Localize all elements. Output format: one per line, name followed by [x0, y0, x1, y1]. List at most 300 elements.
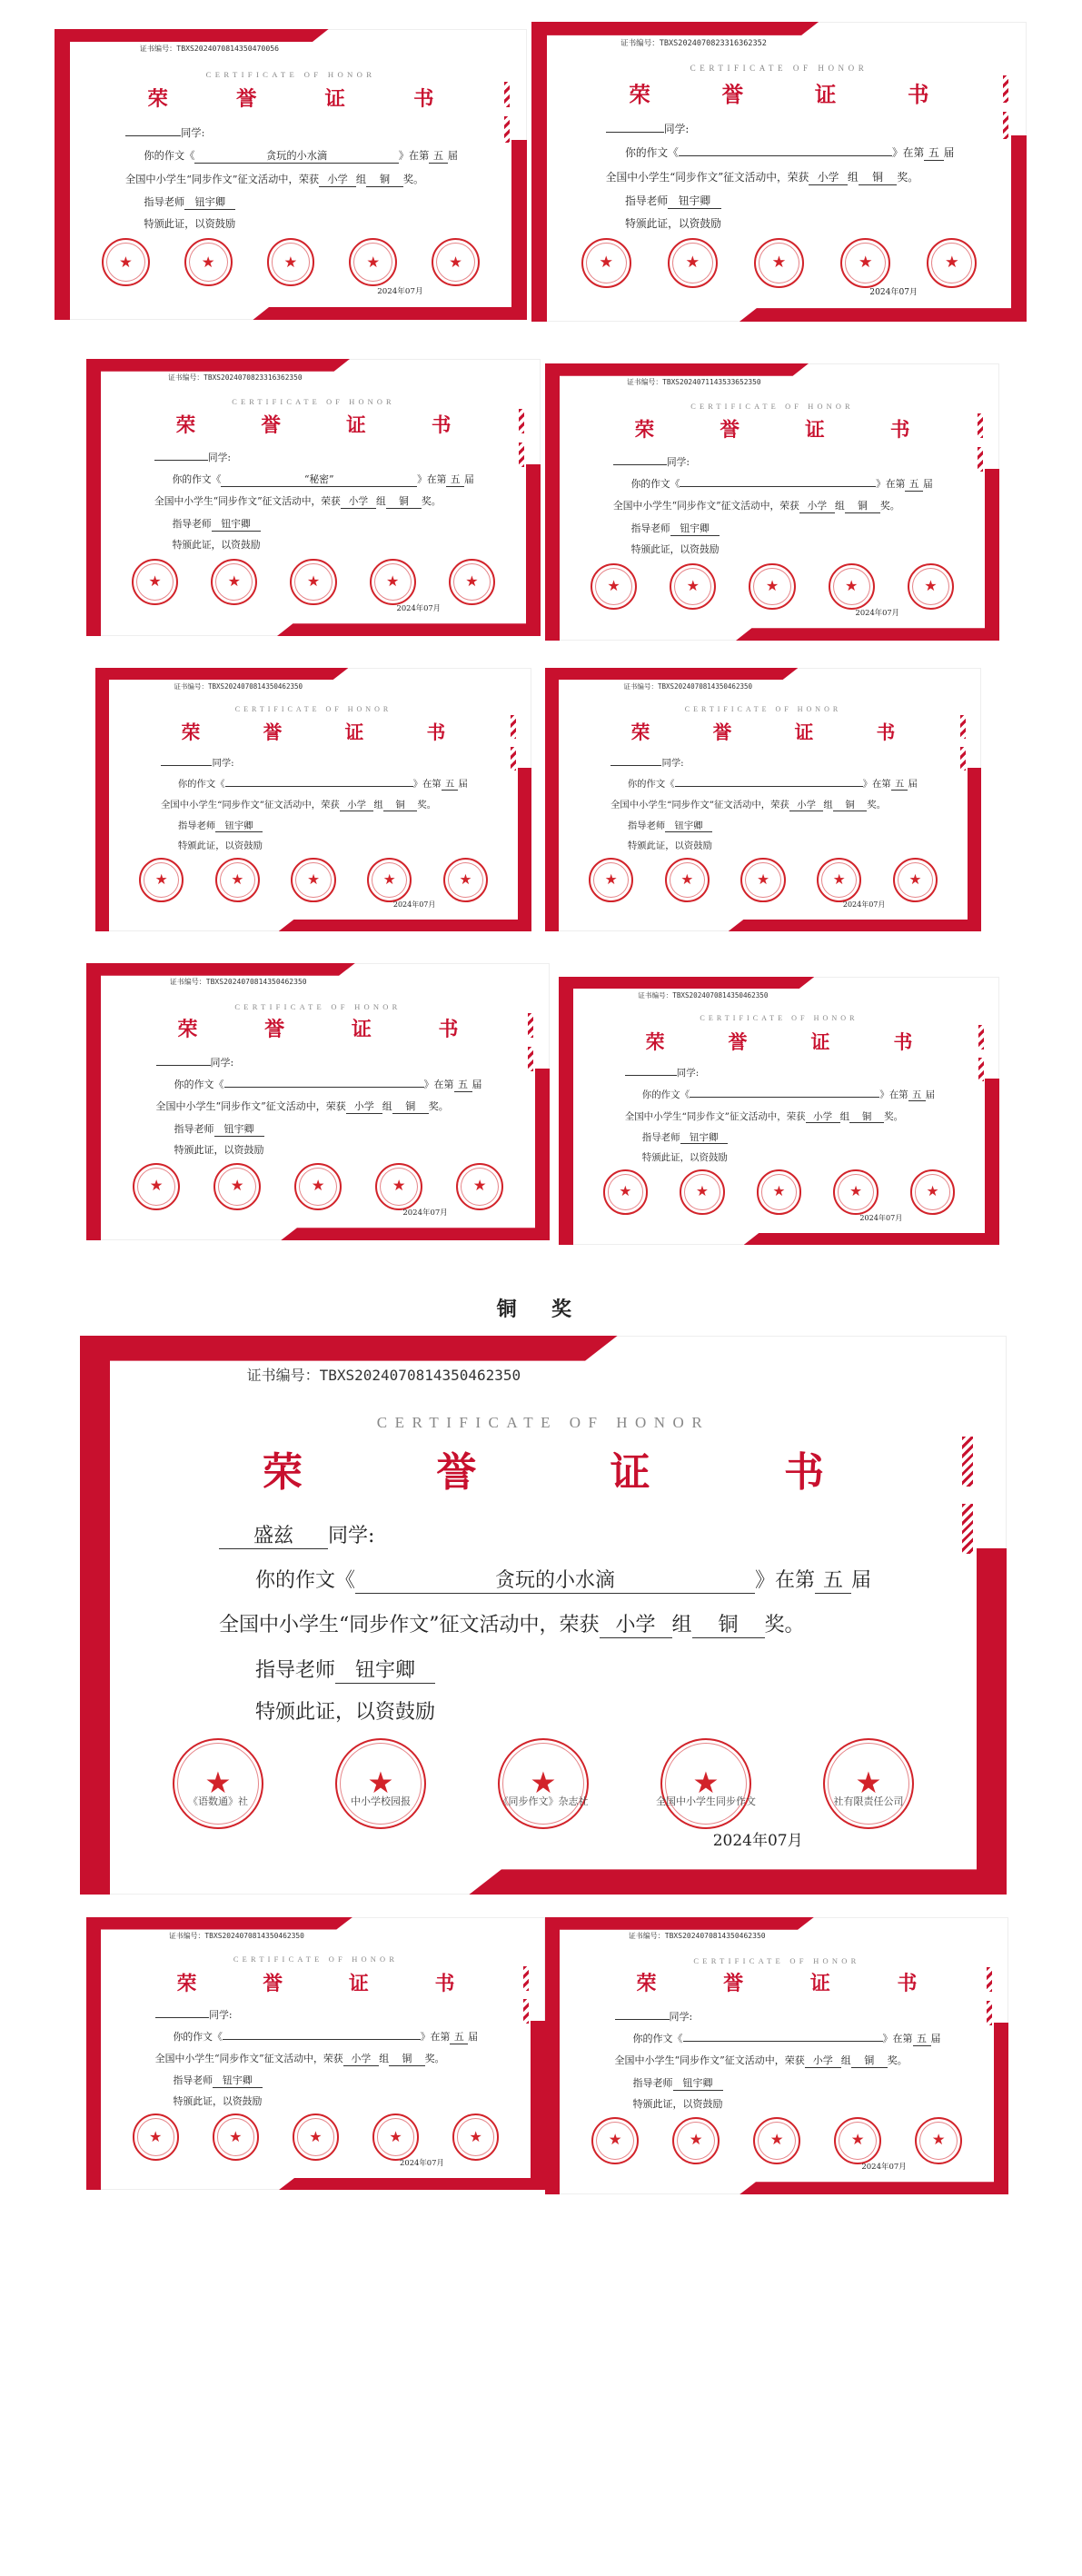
- group-value: 小学: [799, 499, 835, 513]
- group-suffix: 组: [382, 1100, 392, 1113]
- essay-line: [625, 144, 954, 161]
- seal-caption: 中小学校园报: [351, 1796, 411, 1808]
- official-seal: [840, 238, 890, 288]
- student-name: [613, 464, 667, 465]
- session-number: 五: [450, 2029, 468, 2044]
- session-number: 五: [913, 2031, 931, 2046]
- student-name: [125, 135, 181, 136]
- official-seal: [367, 858, 412, 902]
- award-prefix: 全国中小学生“同步作文”征文活动中，荣获: [219, 1614, 600, 1637]
- essay-prefix: 你的作文《: [255, 1569, 356, 1593]
- star-icon: ★: [148, 572, 162, 591]
- star-icon: ★: [119, 253, 133, 271]
- star-icon: ★: [849, 1183, 863, 1200]
- seal-row: [173, 1738, 914, 1829]
- star-icon: ★: [850, 2131, 865, 2149]
- teacher-line: [174, 2073, 263, 2088]
- student-name: [606, 132, 664, 133]
- certificate-number-value: TBXS2024070823316362350: [203, 373, 303, 383]
- official-seal: [656, 1738, 756, 1829]
- award-prefix: 全国中小学生“同步作文”征文活动中，荣获: [613, 500, 799, 512]
- star-icon: ★: [685, 253, 700, 272]
- issue-date: 2024年07月: [869, 288, 918, 298]
- certificate-number-value: TBXS2024070814350462350: [319, 1366, 521, 1384]
- official-seal: [670, 563, 716, 610]
- student-suffix: 同学:: [209, 2009, 233, 2021]
- essay-suffix: 届: [472, 1079, 482, 1091]
- essay-title: “秘密”: [221, 472, 417, 487]
- certificate-thumbnail: [55, 29, 527, 320]
- closing-text: 特颁此证，以资鼓励: [627, 840, 712, 852]
- certificate-thumbnail: [95, 668, 531, 931]
- award-suffix: 奖。: [879, 500, 900, 512]
- red-border-right: [994, 2023, 1008, 2194]
- award-prefix: 全国中小学生“同步作文”征文活动中，荣获: [154, 495, 341, 508]
- english-title: CERTIFICATE OF HONOR: [205, 69, 376, 79]
- red-border-right: [985, 469, 999, 641]
- session-number: 五: [924, 144, 943, 161]
- student-line: [219, 1520, 374, 1549]
- seal-row: [132, 559, 495, 605]
- official-seal: [668, 238, 718, 288]
- teacher-name: 钮宇卿: [668, 193, 721, 209]
- official-seal: [102, 238, 150, 286]
- seal-row: [133, 1163, 503, 1210]
- star-icon: ★: [306, 572, 321, 591]
- official-seal: [290, 559, 336, 605]
- certificate-thumbnail: [86, 963, 550, 1240]
- award-suffix: 奖。: [417, 800, 437, 811]
- closing-text: 特颁此证，以资鼓励: [144, 218, 236, 231]
- red-border-top: [95, 668, 348, 680]
- english-title: CERTIFICATE OF HONOR: [693, 1955, 860, 1965]
- essay-mid: 》在第: [412, 778, 442, 790]
- certificate-thumbnail: [545, 1917, 1008, 2194]
- diagonal-stripe-decoration: [523, 1999, 529, 2024]
- official-seal: [753, 2117, 800, 2164]
- red-border-top: [559, 977, 814, 989]
- red-border-right: [1011, 135, 1027, 322]
- essay-mid: 》在第: [882, 2033, 913, 2045]
- teacher-label: 指导老师: [172, 517, 212, 530]
- official-seal: [291, 858, 335, 902]
- essay-line: [174, 2029, 479, 2044]
- award-prefix: 全国中小学生“同步作文”征文活动中，荣获: [154, 2053, 343, 2064]
- essay-title: [223, 2039, 421, 2040]
- certificate-number-value: TBXS2024070823316362352: [659, 38, 767, 48]
- essay-title: [690, 1097, 879, 1098]
- essay-suffix: 届: [458, 778, 468, 790]
- official-seal: [910, 1169, 956, 1215]
- award-suffix: 奖。: [867, 800, 887, 811]
- star-icon: ★: [382, 870, 396, 888]
- award-suffix: 奖。: [887, 2054, 908, 2067]
- seal-caption: 社有限责任公司: [833, 1796, 904, 1808]
- official-seal: [432, 238, 480, 286]
- certificate-number: [247, 1364, 521, 1385]
- official-seal: [823, 1738, 914, 1829]
- red-border-bottom: [740, 308, 1027, 322]
- star-icon: ★: [367, 1765, 394, 1801]
- essay-suffix: 届: [463, 473, 474, 486]
- star-icon: ★: [680, 870, 694, 888]
- group-value: 小学: [319, 172, 356, 187]
- certificate-number-value: TBXS2024070814350462350: [204, 1932, 304, 1940]
- star-icon: ★: [465, 572, 479, 591]
- group-suffix: 组: [840, 2054, 851, 2067]
- session-number: 五: [908, 1087, 926, 1101]
- certificate-thumbnail: [86, 1917, 545, 2190]
- official-seal: [293, 2114, 340, 2161]
- certificate-number: [169, 1931, 304, 1941]
- student-line: [161, 755, 234, 769]
- official-seal: [893, 858, 938, 902]
- certificate-number: [627, 377, 761, 387]
- essay-mid: 》在第: [423, 1079, 454, 1091]
- official-seal: [370, 559, 416, 605]
- red-border-bottom: [729, 920, 981, 931]
- award-line: [613, 499, 900, 513]
- english-title: CERTIFICATE OF HONOR: [690, 402, 854, 411]
- official-seal: [591, 563, 637, 610]
- group-suffix: 组: [839, 1110, 850, 1122]
- star-icon: ★: [692, 1765, 720, 1801]
- official-seal: [833, 1169, 879, 1215]
- official-seal: [740, 858, 785, 902]
- certificate-number: [623, 681, 752, 691]
- certificate-number-value: TBXS2024070814350462350: [657, 681, 753, 691]
- teacher-label: 指导老师: [174, 1122, 214, 1135]
- official-seal: [927, 238, 977, 288]
- certificate-title: 荣 誉 证 书: [177, 1018, 489, 1042]
- essay-mid: 》在第: [876, 478, 906, 491]
- essay-title: [680, 486, 876, 487]
- seal-row: [102, 238, 480, 286]
- essay-mid: 》在第: [420, 2031, 451, 2043]
- star-icon: ★: [945, 253, 959, 272]
- award-line: [625, 1109, 903, 1123]
- star-icon: ★: [771, 253, 787, 272]
- certificate-number-value: TBXS2024070814350462350: [672, 990, 769, 1000]
- essay-line: [642, 1087, 935, 1101]
- red-border-top: [531, 22, 819, 35]
- teacher-line: [633, 2075, 723, 2091]
- red-border-bottom: [277, 623, 541, 636]
- student-line: [154, 451, 231, 464]
- star-icon: ★: [924, 577, 938, 595]
- award-value: 铜: [849, 1109, 884, 1123]
- teacher-name: 钮宇卿: [213, 2073, 262, 2088]
- closing-text: 特颁此证，以资鼓励: [172, 538, 261, 551]
- certificate-title: 荣 誉 证 书: [636, 1972, 948, 1996]
- star-icon: ★: [686, 577, 700, 595]
- seal-row: [133, 2114, 500, 2161]
- diagonal-stripe-decoration: [962, 1504, 973, 1554]
- official-seal: [443, 858, 488, 902]
- group-value: 小学: [806, 1109, 840, 1123]
- group-value: 小学: [341, 494, 376, 509]
- teacher-name: 钮宇卿: [214, 1121, 264, 1137]
- teacher-label: 指导老师: [632, 2076, 673, 2089]
- red-border-right: [535, 1069, 550, 1240]
- diagonal-stripe-decoration: [1003, 112, 1009, 139]
- red-border-bottom: [736, 628, 999, 641]
- student-name: [625, 1075, 677, 1076]
- essay-line: [144, 148, 458, 164]
- teacher-label: 指导老师: [177, 821, 216, 832]
- red-border-bottom: [253, 307, 527, 320]
- official-seal: [817, 858, 861, 902]
- official-seal: [267, 238, 315, 286]
- certificate-large: [80, 1336, 1007, 1895]
- closing-text: 特颁此证，以资鼓励: [632, 2097, 723, 2110]
- official-seal: [452, 2114, 500, 2161]
- student-name: [615, 2019, 670, 2020]
- award-line: [125, 172, 423, 187]
- essay-title: 贪玩的小水滴: [194, 148, 398, 164]
- official-seal: [213, 1163, 261, 1210]
- group-suffix: 组: [373, 800, 383, 811]
- official-seal: [665, 858, 710, 902]
- star-icon: ★: [765, 577, 779, 595]
- award-prefix: 全国中小学生“同步作文”征文活动中，荣获: [610, 800, 789, 811]
- group-suffix: 组: [848, 170, 859, 184]
- student-suffix: 同学:: [669, 2010, 693, 2023]
- essay-line: [255, 1565, 871, 1594]
- star-icon: ★: [855, 1765, 882, 1801]
- issue-date: 2024年07月: [396, 603, 441, 613]
- issue-date: 2024年07月: [861, 2163, 907, 2173]
- seal-caption: 全国中小学生同步作文: [656, 1796, 756, 1808]
- student-suffix: 同学:: [207, 451, 231, 463]
- closing-text: 特颁此证，以资鼓励: [630, 542, 720, 555]
- teacher-line: [628, 818, 712, 832]
- star-icon: ★: [307, 870, 320, 888]
- teacher-name: 钮宇卿: [665, 818, 712, 832]
- issue-date: 2024年07月: [842, 900, 886, 910]
- certificate-number-label: 证书编号：: [246, 1366, 320, 1384]
- official-seal: [834, 2117, 881, 2164]
- star-icon: ★: [845, 577, 859, 595]
- essay-line: [173, 472, 474, 487]
- diagonal-stripe-decoration: [987, 2001, 992, 2025]
- diagonal-stripe-decoration: [978, 447, 983, 472]
- group-suffix: 组: [823, 800, 833, 811]
- essay-prefix: 你的作文《: [625, 146, 679, 160]
- star-icon: ★: [472, 1177, 487, 1195]
- certificate-title: 荣 誉 证 书: [175, 414, 481, 438]
- session-number: 五: [454, 1077, 472, 1092]
- official-seal: [589, 858, 633, 902]
- official-seal: [591, 2117, 639, 2164]
- teacher-label: 指导老师: [255, 1658, 336, 1682]
- group-suffix: 组: [376, 495, 386, 508]
- english-title: CERTIFICATE OF HONOR: [690, 64, 869, 74]
- official-seal: [908, 563, 954, 610]
- award-line: [610, 797, 886, 811]
- official-seal: [349, 238, 397, 286]
- official-seal: [456, 1163, 503, 1210]
- certificate-number-label: 证书编号：: [139, 44, 177, 53]
- teacher-label: 指导老师: [641, 1132, 680, 1144]
- award-value: 铜: [692, 1609, 765, 1638]
- certificate-number-value: TBXS2024070814350462350: [207, 681, 303, 691]
- student-suffix: 同学:: [181, 126, 205, 139]
- student-name: [610, 765, 661, 766]
- session-number: 五: [891, 776, 908, 791]
- star-icon: ★: [231, 870, 244, 888]
- essay-mid: 》在第: [879, 1089, 908, 1100]
- award-prefix: 全国中小学生“同步作文”征文活动中，荣获: [605, 170, 809, 184]
- essay-suffix: 届: [908, 778, 918, 790]
- certificate-number: [140, 44, 279, 54]
- certificate-number-label: 证书编号：: [638, 990, 673, 1000]
- essay-prefix: 你的作文《: [144, 150, 195, 163]
- essay-suffix: 届: [943, 146, 955, 160]
- student-suffix: 同学:: [212, 757, 234, 769]
- essay-suffix: 届: [447, 150, 458, 163]
- official-seal: [215, 858, 260, 902]
- certificate-title: 荣 誉 证 书: [634, 419, 939, 443]
- official-seal: [498, 1738, 589, 1829]
- award-value: 铜: [366, 172, 403, 187]
- star-icon: ★: [908, 870, 922, 888]
- certificate-number-value: TBXS2024071143533652350: [662, 378, 761, 387]
- issue-date: 2024年07月: [712, 1832, 803, 1851]
- star-icon: ★: [392, 1177, 406, 1195]
- star-icon: ★: [619, 1183, 632, 1200]
- teacher-line: [144, 194, 235, 210]
- certificate-thumbnail: [531, 22, 1027, 322]
- red-border-top: [80, 1336, 618, 1361]
- award-suffix: 奖。: [764, 1614, 805, 1637]
- certificate-title: 荣 誉 证 书: [263, 1448, 884, 1496]
- red-border-bottom: [281, 1228, 550, 1240]
- certificate-number-label: 证书编号：: [168, 1932, 205, 1940]
- issue-date: 2024年07月: [402, 1208, 448, 1218]
- award-value: 铜: [859, 169, 898, 185]
- diagonal-stripe-decoration: [504, 116, 510, 143]
- red-border-bottom: [279, 920, 531, 931]
- star-icon: ★: [366, 253, 381, 271]
- red-border-top: [545, 1917, 814, 1930]
- award-line: [154, 494, 442, 509]
- student-line: [606, 121, 690, 136]
- closing-text: 特颁此证，以资鼓励: [625, 216, 721, 230]
- session-number: 五: [446, 472, 464, 487]
- closing-text: 特颁此证，以资鼓励: [255, 1700, 436, 1724]
- star-icon: ★: [283, 253, 298, 271]
- award-line: [156, 1099, 449, 1114]
- student-line: [156, 1055, 234, 1069]
- star-icon: ★: [469, 2127, 482, 2145]
- group-value: 小学: [346, 1099, 382, 1114]
- red-border-right: [531, 2021, 545, 2190]
- seal-row: [581, 238, 978, 288]
- student-suffix: 同学:: [663, 122, 690, 135]
- essay-suffix: 届: [930, 2033, 941, 2045]
- official-seal: [133, 2114, 180, 2161]
- award-value: 铜: [383, 797, 418, 811]
- student-name: [155, 2017, 209, 2018]
- award-prefix: 全国中小学生“同步作文”征文活动中，荣获: [125, 173, 320, 185]
- official-seal: [132, 559, 178, 605]
- essay-title: [683, 2041, 883, 2042]
- official-seal: [335, 1738, 426, 1829]
- essay-prefix: 你的作文《: [173, 2031, 223, 2043]
- certificate-number-value: TBXS2024070814350462350: [664, 1932, 766, 1941]
- student-name: [156, 1065, 211, 1066]
- official-seal: [173, 1738, 263, 1829]
- student-suffix: 同学:: [210, 1056, 234, 1069]
- certificate-title: 荣 誉 证 书: [147, 87, 465, 112]
- teacher-label: 指导老师: [173, 2074, 213, 2086]
- award-line: [155, 2051, 445, 2066]
- essay-prefix: 你的作文《: [174, 1079, 224, 1091]
- closing-text: 特颁此证，以资鼓励: [174, 1143, 264, 1156]
- student-line: [155, 2007, 233, 2022]
- issue-date: 2024年07月: [859, 1212, 903, 1222]
- certificate-number-label: 证书编号：: [627, 378, 663, 387]
- seal-row: [591, 563, 954, 610]
- essay-mid: 》在第: [891, 146, 925, 160]
- essay-title: [679, 155, 892, 156]
- red-border-top: [545, 363, 809, 376]
- red-border-top: [86, 1917, 352, 1930]
- star-icon: ★: [227, 572, 241, 591]
- group-value: 小学: [600, 1609, 672, 1638]
- student-suffix: 同学:: [661, 757, 684, 769]
- student-line: [613, 455, 690, 469]
- seal-row: [589, 858, 938, 902]
- teacher-name: 钮宇卿: [673, 2075, 723, 2091]
- essay-title: [225, 786, 413, 787]
- award-value: 铜: [389, 2051, 425, 2066]
- star-icon: ★: [599, 253, 613, 272]
- red-border-right: [526, 464, 541, 636]
- award-prefix: 全国中小学生“同步作文”征文活动中，荣获: [155, 1100, 346, 1113]
- official-seal: [133, 1163, 180, 1210]
- star-icon: ★: [772, 1183, 786, 1200]
- essay-line: [631, 477, 933, 492]
- group-suffix: 组: [671, 1614, 692, 1637]
- closing-text: 特颁此证，以资鼓励: [641, 1152, 728, 1164]
- star-icon: ★: [389, 2127, 402, 2145]
- session-number: 五: [429, 148, 447, 164]
- certificate-number-label: 证书编号：: [169, 978, 206, 987]
- certificate-number: [170, 977, 307, 987]
- diagonal-stripe-decoration: [960, 747, 966, 771]
- award-prefix: 全国中小学生“同步作文”征文活动中，荣获: [161, 800, 340, 811]
- issue-date: 2024年07月: [377, 286, 423, 296]
- student-suffix: 同学:: [328, 1524, 375, 1547]
- closing-text: 特颁此证，以资鼓励: [177, 840, 263, 852]
- certificate-number-label: 证书编号：: [168, 373, 204, 383]
- certificate-number: [174, 681, 303, 691]
- award-suffix: 奖。: [424, 2053, 445, 2064]
- essay-suffix: 届: [851, 1569, 872, 1593]
- star-icon: ★: [309, 2127, 323, 2145]
- official-seal: [139, 858, 184, 902]
- award-suffix: 奖。: [897, 170, 918, 184]
- star-icon: ★: [689, 2131, 703, 2149]
- essay-mid: 》在第: [398, 150, 430, 163]
- award-value: 铜: [833, 797, 868, 811]
- teacher-name: 钮宇卿: [184, 194, 235, 210]
- group-suffix: 组: [379, 2053, 390, 2064]
- official-seal: [829, 563, 875, 610]
- essay-suffix: 届: [925, 1089, 936, 1100]
